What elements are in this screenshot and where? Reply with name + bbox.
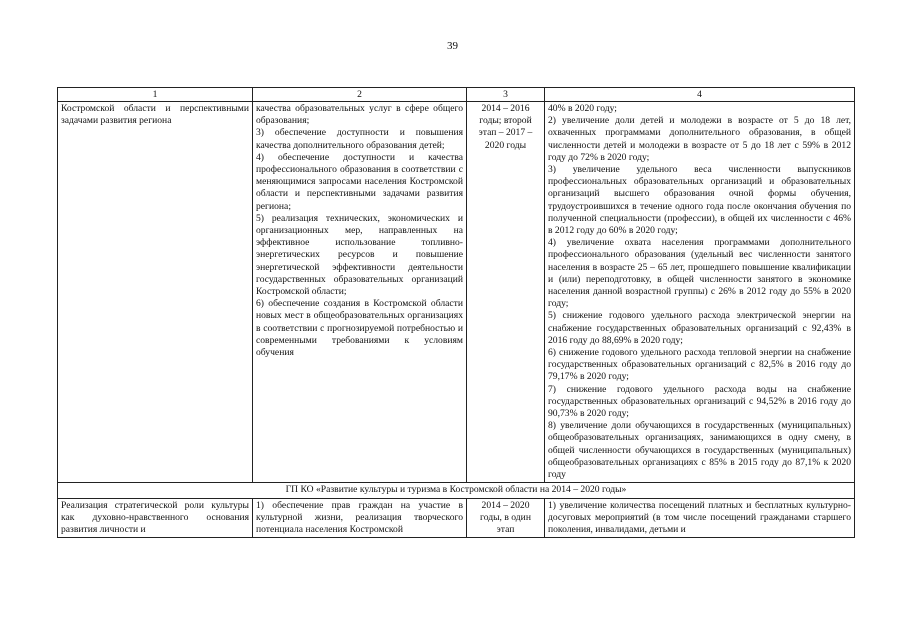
indicator-item: 6) снижение годового удельного расхода тепловой энергии на снабжение государственных образовательных организаций с 82,5% в 2016 году до 79,17% в 2020 году;	[548, 347, 851, 383]
task-item: 4) обеспечение доступности и качества профессионального образования в соответствии с меняющимися запросами населения Костромской области и перспективными задачами развития региона;	[256, 151, 463, 212]
objective-cell: Костромской области и перспективными задачами развития региона	[58, 102, 253, 483]
column-header-4: 4	[545, 88, 855, 102]
indicators-cell	[545, 102, 855, 483]
indicator-item: 2) увеличение доли детей и молодежи в возрасте от 5 до 18 лет, охваченных программами дополнительного образования, в общей численности детей и молодежи в возрасте от 5 до 18 лет с 59% в 2012 году до 72% в 2020 году;	[548, 115, 851, 163]
indicator-item: 8) увеличение доли обучающихся в государственных (муниципальных) общеобразовательных организациях, занимающихся в одну смену, в общей численности обучающихся в государственных (муниципальных) общеобразовательных организациях с 85% в 2015 году до 87,1% к 2020 году	[548, 420, 851, 481]
task-item: качества образовательных услуг в сфере общего образования;	[256, 103, 463, 127]
indicator-item: 7) снижение годового удельного расхода воды на снабжение государственных образовательных организаций с 94,52% в 2016 году до 90,73% в 2020 году;	[548, 383, 851, 420]
indicator-item: 5) снижение годового удельного расхода электрической энергии на снабжение государственных образовательных организаций с 92,43% в 2016 году до 88,69% в 2020 году;	[548, 310, 851, 346]
column-number-row	[58, 88, 855, 102]
objective-cell: Реализация стратегической роли культуры как духовно-нравственного основания развития личности и	[58, 498, 253, 538]
goals-table	[57, 87, 855, 538]
indicator-item: 3) увеличение удельного веса численности выпускников профессиональных образовательных организаций и образовательных организаций высшего образования очной формы обучения, трудоустроившихся в течение одного года после окончания обучения по полученной специальности (профессии), в общей их численности с 46% в 2012 году до 60% в 2020 году;	[548, 164, 851, 237]
page-number: 39	[447, 40, 458, 52]
column-header-3: 3	[467, 88, 545, 102]
column-header-2: 2	[253, 88, 467, 102]
section-title: ГП КО «Развитие культуры и туризма в Костромской области на 2014 – 2020 годы»	[58, 483, 855, 498]
tasks-cell	[253, 102, 467, 483]
task-item: 3) обеспечение доступности и повышения качества дополнительного образования детей;	[256, 127, 463, 151]
column-header-1: 1	[58, 88, 253, 102]
task-item: 5) реализация технических, экономических и организационных мер, направленных на эффективное использование топливно-энергетических ресурсов и повышение энергетической эффективности деятельности государственных образовательных организаций Костромской области;	[256, 212, 463, 298]
section-row	[58, 483, 855, 498]
indicators-cell: 1) увеличение количества посещений платных и бесплатных культурно-досуговых мероприятий (в том числе посещений гражданами старшего поколения, инвалидами, детьми и	[545, 498, 855, 538]
indicator-item: 4) увеличение охвата населения программами дополнительного профессионального образования (удельный вес численности занятого населения в возрасте 25 – 65 лет, прошедшего повышение квалификации и (или) переподготовку, в общей численности занятого в экономике населения данной возрастной группы) с 26% в 2012 году до 55% в 2020 году;	[548, 237, 851, 310]
period-cell: 2014 – 2016 годы; второй этап – 2017 – 2020 годы	[467, 102, 545, 483]
tasks-cell: 1) обеспечение прав граждан на участие в культурной жизни, реализация творческого потенциала населения Костромской	[253, 498, 467, 538]
task-item: 6) обеспечение создания в Костромской области новых мест в общеобразовательных организациях в соответствии с прогнозируемой потребностью и современными требованиями к условиям обучения	[256, 298, 463, 359]
education-row	[58, 102, 855, 483]
period-cell: 2014 – 2020 годы, в один этап	[467, 498, 545, 538]
culture-row	[58, 498, 855, 538]
indicator-item: 40% в 2020 году;	[548, 103, 617, 114]
